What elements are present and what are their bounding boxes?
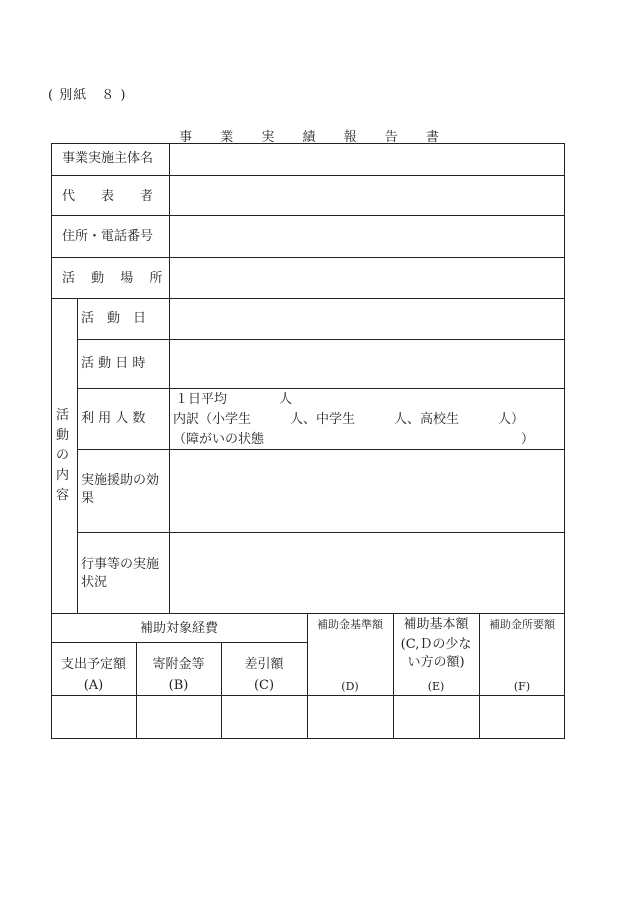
location-label: 活 動 場 所 [62,271,169,286]
activity-datetime-label: 活 動 日 時 [81,356,146,371]
organizer-field[interactable] [171,145,563,174]
representative-field[interactable] [171,177,563,214]
activity-date-field[interactable] [171,300,563,338]
users-daily-average: １日平均 人 [175,392,293,407]
amount-e-field[interactable] [394,697,478,737]
col-b-code: (B) [168,678,189,693]
address-phone-field[interactable] [171,217,563,256]
amount-f-field[interactable] [480,697,564,737]
amount-d-field[interactable] [308,697,392,737]
users-count-label: 利 用 人 数 [81,411,146,426]
amount-b-field[interactable] [137,697,220,737]
col-e-label: 補助基本額 [403,617,469,632]
col-c-label: 差引額 [244,657,284,672]
attachment-number: ( 別紙 ８ ) [48,88,127,103]
col-a-label: 支出予定額 [60,657,126,672]
users-disability-close: ） [521,432,535,447]
location-field[interactable] [171,259,563,297]
organizer-label: 事業実施主体名 [62,151,154,166]
col-e-note: (C,Ｄの少ない方の額) [400,637,472,670]
amount-a-field[interactable] [52,697,135,737]
representative-label: 代 表 者 [62,189,154,204]
users-disability-open: （障がいの状態 [173,432,265,447]
col-f-label: 補助金所要額 [489,618,555,631]
col-d-label: 補助金基準額 [317,618,383,631]
col-d-code: (D) [341,680,359,693]
activity-datetime-field[interactable] [171,341,563,387]
address-phone-label: 住所・電話番号 [62,229,154,244]
target-expense-header: 補助対象経費 [139,621,218,636]
col-a-code: (A) [83,678,104,693]
col-f-code: (F) [513,680,531,693]
users-breakdown: 内訳（小学生 人、中学生 人、高校生 人） [173,412,525,427]
effect-label: 実施援助の効果 [81,473,160,506]
events-label: 行事等の実施状況 [81,557,160,590]
col-e-code: (E) [427,680,445,693]
activity-date-label: 活 動 日 [81,311,147,326]
col-b-label: 寄附金等 [152,657,205,672]
amount-c-field[interactable] [222,697,306,737]
col-c-code: (C) [253,678,275,693]
effect-field[interactable] [171,451,563,531]
activity-content-label: 活動の内容 [56,408,70,503]
events-field[interactable] [171,534,563,612]
document-title: 事 業 実 績 報 告 書 [179,130,451,145]
